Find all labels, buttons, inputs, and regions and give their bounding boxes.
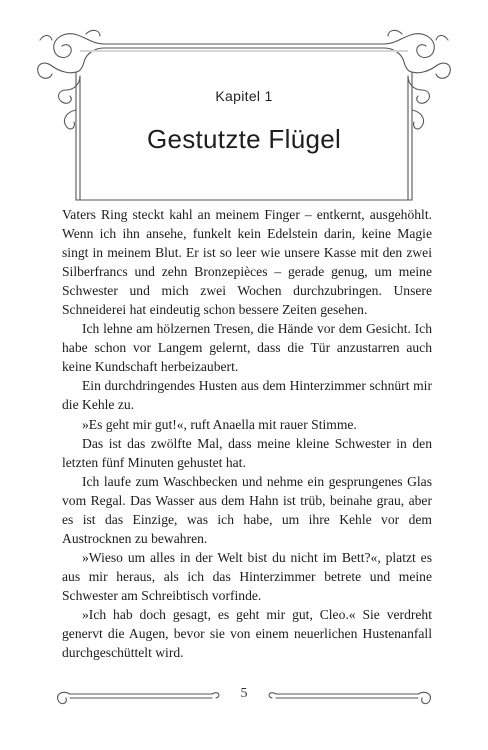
- paragraph: »Es geht mir gut!«, ruft Anaella mit rauer Stimme.: [82, 416, 357, 432]
- chapter-title: Gestutzte Flügel: [146, 124, 342, 154]
- paragraph: »Ich hab doch gesagt, es geht mir gut, Cleo.« Sie verdreht genervt die Augen, bevor sie von einem neuerlichen Hustenanfall durchgeschüttelt wird.: [62, 606, 432, 661]
- chapter-label: Kapitel 1: [215, 88, 273, 104]
- body-text: [62, 205, 432, 662]
- ornamental-frame: [0, 0, 488, 210]
- paragraph: Ein durchdringendes Husten aus dem Hinterzimmer schnürt mir die Kehle zu.: [62, 378, 432, 413]
- page-number: 5: [240, 686, 248, 701]
- paragraph: Vaters Ring steckt kahl an meinem Finger – entkernt, ausgehöhlt. Wenn ich ihn ansehe, funkelt kein Edelstein darin, keine Magie singt in meinem Blut. Er ist so leer wie unsere Kasse mit den zwei Silberfrancs und zehn Bronzepièces – gerade genug, um meine Schwester und mich zwei Wochen durchzubringen. Unsere Schneiderei hat eindeutig schon bessere Zeiten gesehen.: [62, 207, 432, 318]
- paragraph: Ich laufe zum Waschbecken und nehme ein gesprungenes Glas vom Regal. Das Wasser aus dem Hahn ist trüb, beinahe grau, aber es ist das Einzige, was ich habe, um ihre Kehle vor dem Austrocknen zu bewahren.: [62, 473, 432, 546]
- paragraph: »Wieso um alles in der Welt bist du nicht im Bett?«, platzt es aus mir heraus, als ich das Hinterzimmer betrete und meine Schwester am Schreibtisch vorfinde.: [62, 549, 432, 603]
- paragraph: Das ist das zwölfte Mal, dass meine kleine Schwester in den letzten fünf Minuten gehustet hat.: [62, 435, 432, 470]
- paragraph: Ich lehne am hölzernen Tresen, die Hände vor dem Gesicht. Ich habe schon vor Langem gelernt, dass die Tür anzustarren auch keine Kundschaft herbeizaubert.: [62, 321, 432, 375]
